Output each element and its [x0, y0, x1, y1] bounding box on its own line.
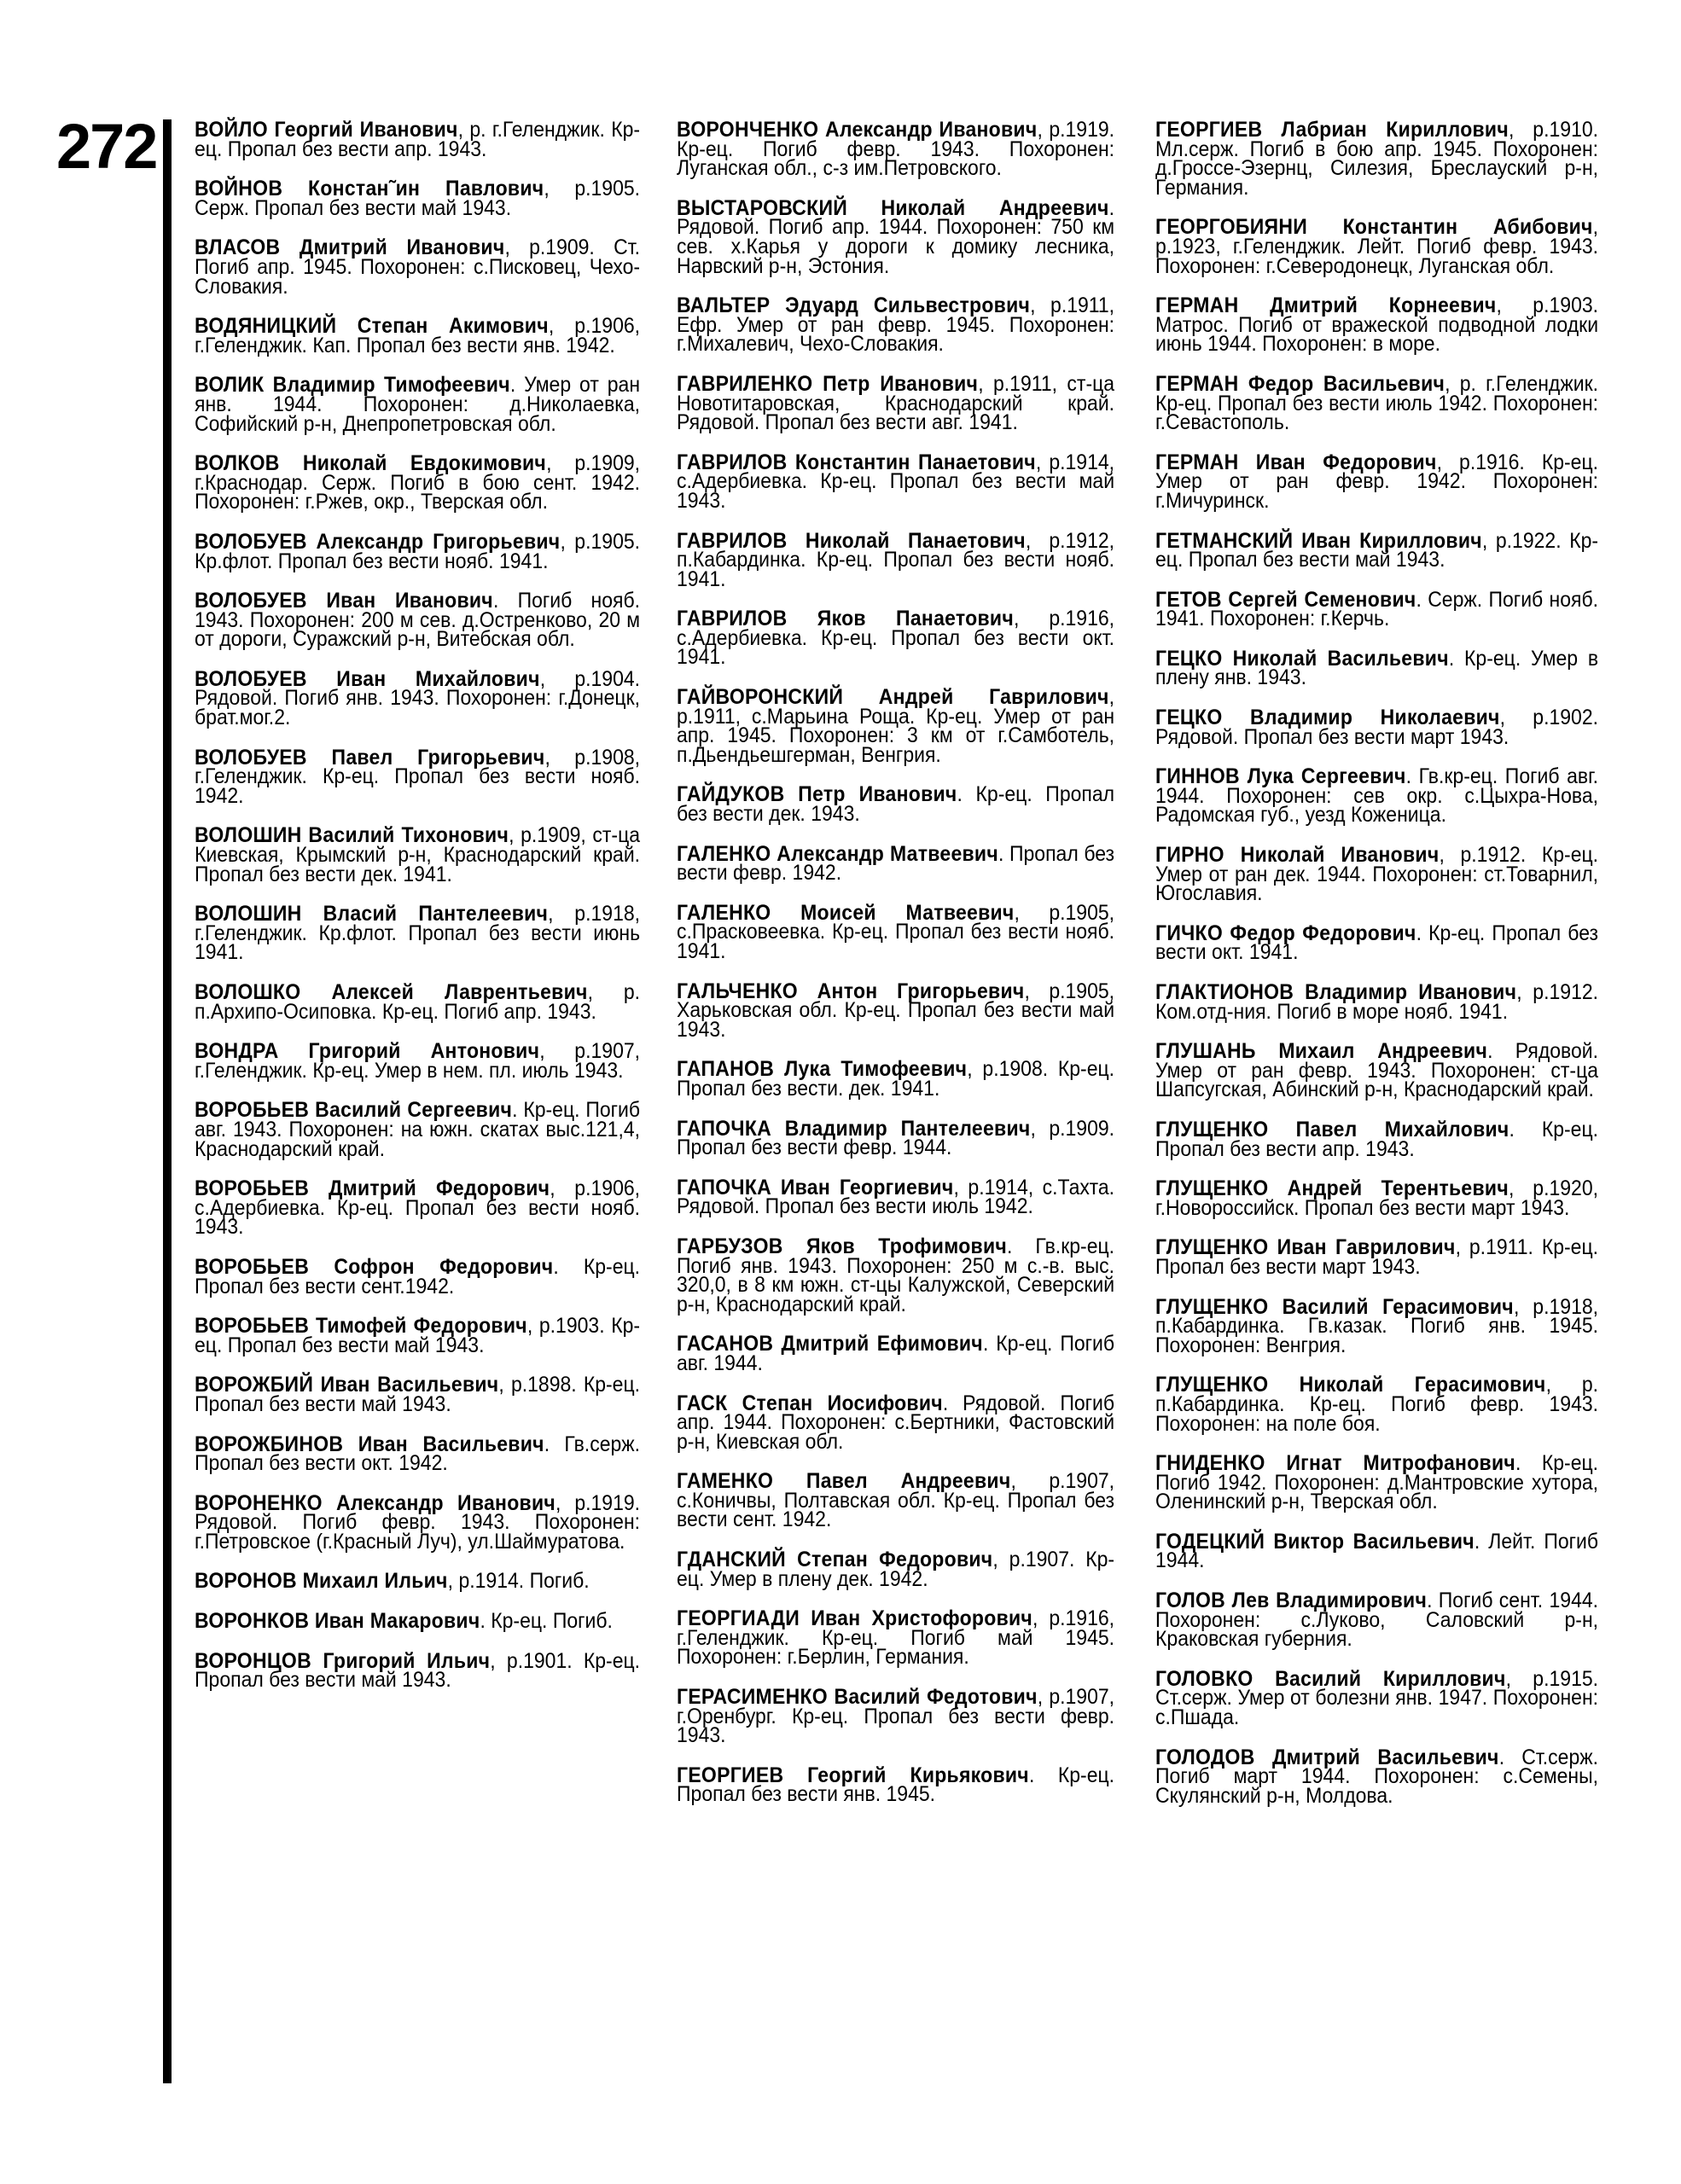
- memorial-entry: [677, 841, 1115, 886]
- memorial-entry: [1155, 1451, 1599, 1514]
- entry-details: , р.1916, г.Геленджик. Кр-ец. Погиб май 1945. Похоронен: г.Берлин, Германия.: [677, 1606, 1115, 1670]
- entry-name: ВЫСТАРОВСКИЙ Николай Андреевич: [677, 195, 1109, 220]
- entry-details: . Гв.серж. Пропал без вести окт. 1942.: [195, 1432, 641, 1476]
- memorial-entry: [677, 900, 1115, 963]
- entry-details: , р.1915. Ст.серж. Умер от болезни янв. 1947. Похоронен: с.Пшада.: [1155, 1666, 1599, 1730]
- memorial-entry: [195, 823, 641, 886]
- memorial-entry: [1155, 587, 1599, 631]
- memorial-entry: [677, 979, 1115, 1042]
- entry-name: ВОЛОБУЕВ Иван Михайлович: [195, 666, 540, 691]
- entry-details: , р.1911. Кр-ец. Пропал без вести март 1943.: [1155, 1235, 1599, 1279]
- memorial-entry: [1155, 528, 1599, 572]
- entry-details: , р.1903. Кр-ец. Пропал без вести май 1943.: [195, 1314, 641, 1357]
- entry-name: ГАЛЕНКО Александр Матвеевич: [677, 841, 998, 866]
- entry-name: ГИННОВ Лука Сергеевич: [1155, 764, 1406, 789]
- entry-name: ГОЛОДОВ Дмитрий Васильевич: [1155, 1745, 1499, 1769]
- entry-details: , р. г.Геленджик. Кр-ец. Пропал без вести июль 1942. Похоронен: г.Севастополь.: [1155, 371, 1599, 435]
- memorial-entry: [195, 373, 641, 436]
- entry-name: ВОНДРА Григорий Антонович: [195, 1039, 540, 1064]
- entry-details: . Кр-ец. Пропал без вести апр. 1943.: [1155, 1117, 1599, 1161]
- entry-name: ГИРНО Николай Иванович: [1155, 843, 1440, 868]
- entry-details: , р.1908. Кр-ец. Пропал без вести. дек. 1941.: [677, 1057, 1115, 1101]
- column-3: [1155, 120, 1599, 1826]
- memorial-entry: [1155, 118, 1599, 200]
- memorial-entry: [677, 1685, 1115, 1748]
- entry-name: ВОРОЖБИЙ Иван Васильевич: [195, 1373, 499, 1397]
- entry-name: ГАПОЧКА Владимир Пантелеевич: [677, 1116, 1031, 1141]
- memorial-entry: [1155, 450, 1599, 513]
- memorial-entry: [195, 1098, 641, 1161]
- entry-name: ВОРОНОВ Михаил Ильич: [195, 1569, 448, 1594]
- entry-name: ГЛУЩЕНКО Иван Гаврилович: [1155, 1235, 1456, 1260]
- memorial-entry: [677, 1116, 1115, 1160]
- memorial-entry: [1155, 764, 1599, 828]
- entry-name: ВОЛОШИН Василий Тихонович: [195, 823, 509, 848]
- entry-name: ВОЛОБУЕВ Иван Иванович: [195, 589, 493, 613]
- memorial-entry: [1155, 921, 1599, 965]
- entry-name: ВОЛОБУЕВ Павел Григорьевич: [195, 745, 545, 770]
- entry-details: . Лейт. Погиб 1944.: [1155, 1529, 1599, 1573]
- entry-name: ВАЛЬТЕР Эдуард Сильвестрович: [677, 293, 1031, 318]
- entry-name: ГЕРАСИМЕНКО Василий Федотович: [677, 1685, 1038, 1710]
- vertical-rule: [163, 119, 172, 2083]
- entry-details: , р.1905. Серж. Пропал без вести май 1943.: [195, 177, 641, 220]
- entry-details: . Погиб нояб. 1943. Похоронен: 200 м сев. д.Остренково, 20 м от дороги, Суражский р-н, Витебская обл.: [195, 589, 641, 652]
- entry-details: , р.1923, г.Геленджик. Лейт. Погиб февр. 1943. Похоронен: г.Северодонецк, Луганская обл.: [1155, 215, 1599, 278]
- entry-name: ГАЙВОРОНСКИЙ Андрей Гаврилович: [677, 685, 1109, 710]
- entry-details: , р.1918, п.Кабардинка. Гв.казак. Погиб янв. 1945. Похоронен: Венгрия.: [1155, 1294, 1599, 1357]
- entry-name: ГОДЕЦКИЙ Виктор Васильевич: [1155, 1529, 1475, 1554]
- memorial-entry: [677, 195, 1115, 278]
- entry-details: , р.1907. Кр-ец. Умер в плену дек. 1942.: [677, 1548, 1115, 1591]
- memorial-entry: [677, 1550, 1114, 1589]
- memorial-entry: [677, 1175, 1115, 1219]
- memorial-entry: [677, 1391, 1115, 1454]
- entry-name: ГЛУЩЕНКО Василий Герасимович: [1155, 1294, 1514, 1319]
- entry-name: ГЕТОВ Сергей Семенович: [1155, 587, 1416, 612]
- entry-name: ВОЛОШИН Власий Пантелеевич: [195, 902, 549, 926]
- entry-name: ГЕОРГОБИЯНИ Константин Абибович: [1155, 215, 1593, 240]
- memorial-entry: [195, 1490, 641, 1554]
- page-number: 272: [56, 111, 157, 182]
- entry-name: ГАЙДУКОВ Петр Иванович: [677, 782, 957, 807]
- memorial-entry: [1155, 1176, 1599, 1220]
- entry-details: , р.1906, г.Геленджик. Кап. Пропал без вести янв. 1942.: [195, 314, 641, 357]
- entry-name: ГАЛЬЧЕНКО Антон Григорьевич: [677, 979, 1025, 1003]
- entry-details: , р.1916. Кр-ец. Умер от ран февр. 1942. Похоронен: г.Мичуринск.: [1155, 450, 1599, 513]
- memorial-entry: [1155, 215, 1599, 278]
- entry-name: ВОЛИК Владимир Тимофеевич: [195, 373, 510, 398]
- entry-details: , р.1920, г.Новороссийск. Пропал без вести март 1943.: [1155, 1176, 1599, 1220]
- entry-details: , р.1909. Ст. Погиб апр. 1945. Похоронен: с.Писковец, Чехо-Словакия.: [195, 235, 641, 299]
- memorial-entry: [1155, 1529, 1599, 1573]
- memorial-entry: [195, 314, 641, 357]
- entry-details: , р.1911, Ефр. Умер от ран февр. 1945. Похоронен: г.Михалевич, Чехо-Словакия.: [677, 293, 1115, 357]
- memorial-entry: [1155, 293, 1599, 357]
- entry-name: ГЕРМАН Иван Федорович: [1155, 450, 1437, 474]
- entry-name: ГЕОРГИАДИ Иван Христофорович: [677, 1606, 1033, 1631]
- memorial-entry: [195, 589, 641, 652]
- memorial-entry: [1155, 980, 1599, 1024]
- memorial-entry: [195, 179, 640, 218]
- entry-name: ВОРОНЕНКО Александр Иванович: [195, 1490, 555, 1515]
- entry-name: ВОРОНЦОВ Григорий Ильич: [195, 1648, 491, 1673]
- memorial-entry: [195, 902, 641, 965]
- memorial-entry: [1155, 1117, 1599, 1161]
- entry-details: , р.1901. Кр-ец. Пропал без вести май 1943.: [195, 1648, 641, 1693]
- memorial-entry: [677, 782, 1115, 827]
- memorial-entry: [1155, 1039, 1599, 1102]
- memorial-entry: [195, 666, 641, 730]
- entry-details: , р.1914, с.Адербиевка. Кр-ец. Пропал без вести май 1943.: [677, 450, 1115, 513]
- entry-details: . Кр-ец. Погиб.: [480, 1609, 613, 1634]
- entry-details: . Рядовой. Умер от ран февр. 1943. Похоронен: ст-ца Шапсугская, Абинский р-н, Краснодарский край.: [1155, 1039, 1599, 1102]
- entry-details: . Кр-ец. Погиб авг. 1944.: [677, 1332, 1115, 1375]
- entry-details: , р.1914, с.Тахта. Рядовой. Пропал без вести июль 1942.: [677, 1175, 1115, 1219]
- entry-name: ВОЛКОВ Николай Евдокимович: [195, 451, 547, 476]
- entry-name: ВОРОБЬЕВ Василий Сергеевич: [195, 1098, 513, 1123]
- column-2: [677, 120, 1115, 1825]
- memorial-entry: [195, 1609, 640, 1634]
- memorial-entry: [195, 1648, 641, 1693]
- entry-name: ГЕРМАН Дмитрий Корнеевич: [1155, 293, 1497, 318]
- entry-name: ГЛАКТИОНОВ Владимир Иванович: [1155, 980, 1517, 1004]
- entry-details: , р. п.Архипо-Осиповка. Кр-ец. Погиб апр. 1943.: [195, 980, 641, 1024]
- memorial-entry: [677, 528, 1115, 591]
- entry-name: ГАПАНОВ Лука Тимофеевич: [677, 1057, 968, 1082]
- entry-name: ГАСК Степан Иосифович: [677, 1391, 943, 1415]
- memorial-entry: [677, 1606, 1115, 1670]
- entry-details: , р. г.Геленджик. Кр-ец. Пропал без вести апр. 1943.: [195, 118, 641, 161]
- entry-details: . Гв.кр-ец. Погиб янв. 1943. Похоронен: 250 м с.-в. выс. 320,0, в 8 км южн. ст-цы Калужской, Северский р-н, Краснодарский край.: [677, 1234, 1115, 1316]
- entry-details: . Кр-ец. Погиб 1942. Похоронен: д.Мантровские хутора, Оленинский р-н, Тверская обл.: [1155, 1451, 1599, 1514]
- entry-details: , р. п.Кабардинка. Кр-ец. Погиб февр. 1943. Похоронен: на поле боя.: [1155, 1373, 1599, 1436]
- entry-details: , р.1918, г.Геленджик. Кр.флот. Пропал без вести июнь 1941.: [195, 902, 641, 965]
- entry-name: ВОРОБЬЕВ Софрон Федорович: [195, 1254, 554, 1279]
- entry-details: , р.1919. Кр-ец. Погиб февр. 1943. Похоронен: Луганская обл., с-з им.Петровского.: [677, 118, 1115, 181]
- entry-name: ВОЛОШКО Алексей Лаврентьевич: [195, 980, 588, 1004]
- entry-name: ГАРБУЗОВ Яков Трофимович: [677, 1234, 1007, 1258]
- entry-details: . Кр-ец. Пропал без вести янв. 1945.: [677, 1763, 1115, 1807]
- memorial-entry: [1155, 371, 1599, 435]
- entry-details: , р.1922. Кр-ец. Пропал без вести май 1943.: [1155, 528, 1599, 572]
- memorial-entry: [677, 118, 1115, 181]
- entry-details: , р.1912. Кр-ец. Умер от ран дек. 1944. Похоронен: ст.Товарнил, Югославия.: [1155, 843, 1599, 906]
- memorial-entry: [677, 1469, 1115, 1532]
- memorial-entry: [1155, 1666, 1599, 1730]
- memorial-entry: [1155, 1373, 1599, 1436]
- memorial-entry: [195, 1316, 640, 1355]
- entry-details: , р.1905, с.Прасковеевка. Кр-ец. Пропал без вести нояб. 1941.: [677, 900, 1115, 963]
- entry-details: , р.1909, г.Краснодар. Серж. Погиб в бою сент. 1942. Похоронен: г.Ржев, окр., Тверская обл.: [195, 451, 641, 514]
- entry-name: ВЛАСОВ Дмитрий Иванович: [195, 235, 505, 260]
- memorial-entry: [195, 745, 641, 808]
- memorial-entry: [195, 1569, 640, 1594]
- entry-details: , р.1905. Кр.флот. Пропал без вести нояб. 1941.: [195, 529, 641, 573]
- entry-details: . Кр-ец. Погиб авг. 1943. Похоронен: на южн. скатах выс.121,4, Краснодарский край.: [195, 1098, 641, 1161]
- entry-details: , р.1907, с.Коничвы, Полтавская обл. Кр-ец. Пропал без вести сент. 1942.: [677, 1469, 1115, 1532]
- memorial-entry: [1155, 843, 1599, 906]
- entry-name: ГАВРИЛОВ Константин Панаетович: [677, 450, 1036, 474]
- entry-details: . Рядовой. Погиб апр. 1944. Похоронен: с.Бертники, Фастовский р-н, Киевская обл.: [677, 1391, 1115, 1454]
- memorial-entry: [1155, 1745, 1599, 1808]
- entry-name: ГАВРИЛОВ Яков Панаетович: [677, 607, 1014, 631]
- entry-details: , р.1919. Рядовой. Погиб февр. 1943. Похоронен: г.Петровское (г.Красный Луч), ул.Шаймуратова.: [195, 1490, 641, 1554]
- memorial-entry: [677, 1334, 1114, 1373]
- entry-details: , р.1906, с.Адербиевка. Кр-ец. Пропал без вести нояб. 1943.: [195, 1176, 641, 1240]
- entry-name: ВОРОБЬЕВ Тимофей Федорович: [195, 1314, 527, 1339]
- entry-details: , р.1912. Ком.отд-ния. Погиб в море нояб. 1941.: [1155, 980, 1599, 1024]
- entry-details: , р.1904. Рядовой. Погиб янв. 1943. Похоронен: г.Донецк, брат.мог.2.: [195, 666, 641, 730]
- memorial-entry: [195, 1432, 641, 1476]
- entry-details: , р.1910. Мл.серж. Погиб в бою апр. 1945. Похоронен: д.Гроссе-Эзернц, Силезия, Бреслауский р-н, Германия.: [1155, 118, 1599, 200]
- entry-name: ВОЙНОВ Констан˜ин Павлович: [195, 177, 544, 201]
- memorial-entry: [677, 1763, 1115, 1807]
- entry-details: , р.1916, с.Адербиевка. Кр-ец. Пропал без вести окт. 1941.: [677, 607, 1115, 670]
- entry-name: ВОДЯНИЦКИЙ Степан Акимович: [195, 314, 549, 339]
- entry-name: ГЕЦКО Владимир Николаевич: [1155, 706, 1500, 730]
- entry-details: , р.1902. Рядовой. Пропал без вести март 1943.: [1155, 706, 1599, 749]
- entry-name: ГЕЦКО Николай Васильевич: [1155, 646, 1449, 671]
- entry-details: , р.1903. Матрос. Погиб от вражеской подводной лодки июнь 1944. Похоронен: в море.: [1155, 293, 1599, 357]
- memorial-entry: [195, 1039, 641, 1083]
- memorial-entry: [195, 980, 641, 1024]
- entry-details: , р.1907, г.Оренбург. Кр-ец. Пропал без вести февр. 1943.: [677, 1685, 1115, 1748]
- entry-name: ВОРОНЧЕНКО Александр Иванович: [677, 118, 1038, 142]
- entry-details: . Погиб сент. 1944. Похоронен: с.Луково, Саловский р-н, Краковская губерния.: [1155, 1589, 1599, 1652]
- memorial-entry: [1155, 1235, 1599, 1279]
- memorial-entry: [1155, 1294, 1599, 1357]
- entry-name: ГАСАНОВ Дмитрий Ефимович: [677, 1332, 983, 1356]
- memorial-entry: [1155, 646, 1599, 690]
- entry-name: ГАМЕНКО Павел Андреевич: [677, 1469, 1011, 1494]
- entry-details: . Кр-ец. Пропал без вести окт. 1941.: [1155, 921, 1599, 965]
- entry-name: ГДАНСКИЙ Степан Федорович: [677, 1548, 993, 1572]
- entry-details: , р.1898. Кр-ец. Пропал без вести май 1943.: [195, 1373, 641, 1416]
- memorial-entry: [195, 235, 641, 299]
- memorial-entry: [195, 1375, 640, 1414]
- entry-name: ВОРОЖБИНОВ Иван Васильевич: [195, 1432, 544, 1456]
- entry-details: , р.1907, г.Геленджик. Кр-ец. Умер в нем. пл. июль 1943.: [195, 1039, 641, 1083]
- entry-details: , р.1909, ст-ца Киевская, Крымский р-н, Краснодарский край. Пропал без вести дек. 1941.: [195, 823, 641, 886]
- entry-name: ГАПОЧКА Иван Георгиевич: [677, 1175, 954, 1199]
- memorial-entry: [195, 529, 641, 573]
- entry-name: ГАВРИЛОВ Николай Панаетович: [677, 528, 1026, 553]
- entry-details: . Умер от ран янв. 1944. Похоронен: д.Николаевка, Софийский р-н, Днепропетровская обл.: [195, 373, 641, 436]
- entry-details: , р.1912, п.Кабардинка. Кр-ец. Пропал без вести нояб. 1941.: [677, 528, 1115, 591]
- entry-name: ГАЛЕНКО Моисей Матвеевич: [677, 900, 1015, 925]
- entry-name: ВОЙЛО Георгий Иванович: [195, 118, 458, 142]
- entry-details: , р.1911, ст-ца Новотитаровская, Краснодарский край. Рядовой. Пропал без вести авг. 1941.: [677, 371, 1115, 435]
- entry-name: ГЕОРГИЕВ Лабриан Кириллович: [1155, 118, 1509, 142]
- entry-name: ГАВРИЛЕНКО Петр Иванович: [677, 371, 979, 396]
- entry-name: ГИЧКО Федор Федорович: [1155, 921, 1416, 945]
- entry-details: . Ст.серж. Погиб март 1944. Похоронен: с.Семены, Скулянский р-н, Молдова.: [1155, 1745, 1599, 1808]
- entry-details: , р.1905, Харьковская обл. Кр-ец. Пропал без вести май 1943.: [677, 979, 1115, 1042]
- entry-details: . Рядовой. Погиб апр. 1944. Похоронен: 750 км сев. х.Карья у дороги к домику лесника, Нарвский р-н, Эстония.: [677, 195, 1115, 278]
- entry-name: ГНИДЕНКО Игнат Митрофанович: [1155, 1451, 1516, 1476]
- memorial-entry: [677, 1057, 1115, 1101]
- entry-name: ВОЛОБУЕВ Александр Григорьевич: [195, 529, 561, 554]
- entry-details: . Серж. Погиб нояб. 1941. Похоронен: г.Керчь.: [1155, 587, 1599, 631]
- memorial-entry: [195, 120, 640, 159]
- entry-name: ГЕТМАНСКИЙ Иван Кириллович: [1155, 528, 1482, 553]
- entry-name: ГЛУЩЕНКО Павел Михайлович: [1155, 1117, 1509, 1141]
- memorial-entry: [1155, 1589, 1599, 1652]
- entry-name: ВОРОБЬЕВ Дмитрий Федорович: [195, 1176, 550, 1201]
- column-1: [195, 120, 641, 1711]
- entry-name: ГОЛОВКО Василий Кириллович: [1155, 1666, 1506, 1691]
- entry-details: , р.1909. Пропал без вести февр. 1944.: [677, 1116, 1115, 1160]
- entry-name: ГЕОРГИЕВ Георгий Кирьякович: [677, 1763, 1029, 1787]
- entry-name: ГЛУЩЕНКО Николай Герасимович: [1155, 1373, 1546, 1397]
- entry-details: . Кр-ец. Пропал без вести сент.1942.: [195, 1254, 641, 1298]
- entry-details: . Пропал без вести февр. 1942.: [677, 841, 1115, 886]
- entry-name: ГЕРМАН Федор Васильевич: [1155, 371, 1445, 396]
- entry-details: . Кр-ец. Пропал без вести дек. 1943.: [677, 782, 1115, 827]
- entry-name: ГОЛОВ Лев Владимирович: [1155, 1589, 1428, 1613]
- memorial-entry: [1155, 706, 1599, 749]
- memorial-entry: [195, 1254, 641, 1298]
- memorial-entry: [677, 450, 1115, 513]
- memorial-entry: [677, 607, 1115, 670]
- memorial-entry: [677, 685, 1115, 767]
- entry-name: ВОРОНКОВ Иван Макарович: [195, 1609, 480, 1634]
- memorial-entry: [677, 1234, 1115, 1316]
- entry-details: , р.1911, с.Марьина Роща. Кр-ец. Умер от ран апр. 1945. Похоронен: 3 км от г.Самботель, п.Дьендьешгерман, Венгрия.: [677, 685, 1115, 767]
- entry-details: , р.1908, г.Геленджик. Кр-ец. Пропал без вести нояб. 1942.: [195, 745, 641, 808]
- entry-details: . Кр-ец. Умер в плену янв. 1943.: [1155, 646, 1599, 690]
- entry-details: . Гв.кр-ец. Погиб авг. 1944. Похоронен: сев окр. с.Цыхра-Нова, Радомская губ., уезд Коженица.: [1155, 764, 1599, 828]
- entry-details: , р.1914. Погиб.: [447, 1569, 590, 1594]
- memorial-entry: [677, 371, 1115, 435]
- memorial-entry: [677, 293, 1115, 357]
- entry-name: ГЛУШАНЬ Михаил Андреевич: [1155, 1039, 1488, 1064]
- memorial-entry: [195, 1176, 641, 1240]
- entry-name: ГЛУЩЕНКО Андрей Терентьевич: [1155, 1176, 1509, 1201]
- memorial-entry: [195, 451, 641, 514]
